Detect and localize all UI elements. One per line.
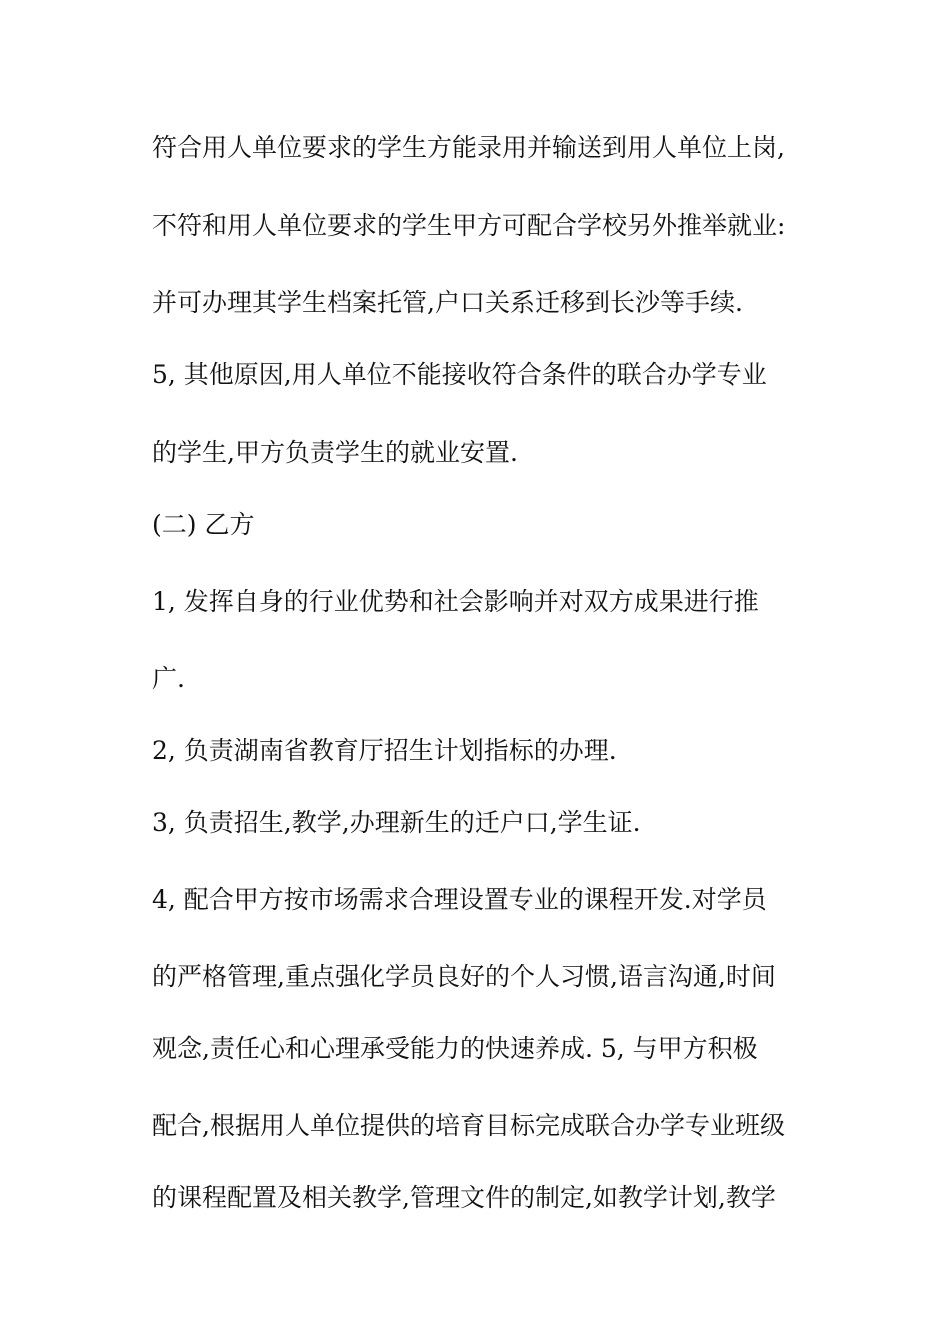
text-line: 4, 配合甲方按市场需求合理设置专业的课程开发.对学员: [152, 885, 767, 914]
text-line: 并可办理其学生档案托管,户口关系迁移到长沙等手续.: [152, 288, 743, 317]
text-line: 的课程配置及相关教学,管理文件的制定,如教学计划,教学: [152, 1183, 776, 1212]
text-line: 5, 其他原因,用人单位不能接收符合条件的联合办学专业: [152, 360, 767, 389]
section-heading: (二) 乙方: [152, 510, 255, 539]
text-line: 1, 发挥自身的行业优势和社会影响并对双方成果进行推: [152, 587, 759, 616]
text-line: 广.: [152, 664, 185, 693]
text-line: 的学生,甲方负责学生的就业安置.: [152, 438, 518, 467]
text-line: 不符和用人单位要求的学生甲方可配合学校另外推举就业:: [152, 211, 786, 240]
text-line: 配合,根据用人单位提供的培育目标完成联合办学专业班级: [152, 1111, 785, 1140]
text-line: 的严格管理,重点强化学员良好的个人习惯,语言沟通,时间: [152, 962, 776, 991]
text-line: 3, 负责招生,教学,办理新生的迁户口,学生证.: [152, 808, 641, 837]
text-line: 观念,责任心和心理承受能力的快速养成. 5, 与甲方积极: [152, 1034, 758, 1063]
text-line: 2, 负责湖南省教育厅招生计划指标的办理.: [152, 736, 617, 765]
text-line: 符合用人单位要求的学生方能录用并输送到用人单位上岗,: [152, 133, 785, 162]
